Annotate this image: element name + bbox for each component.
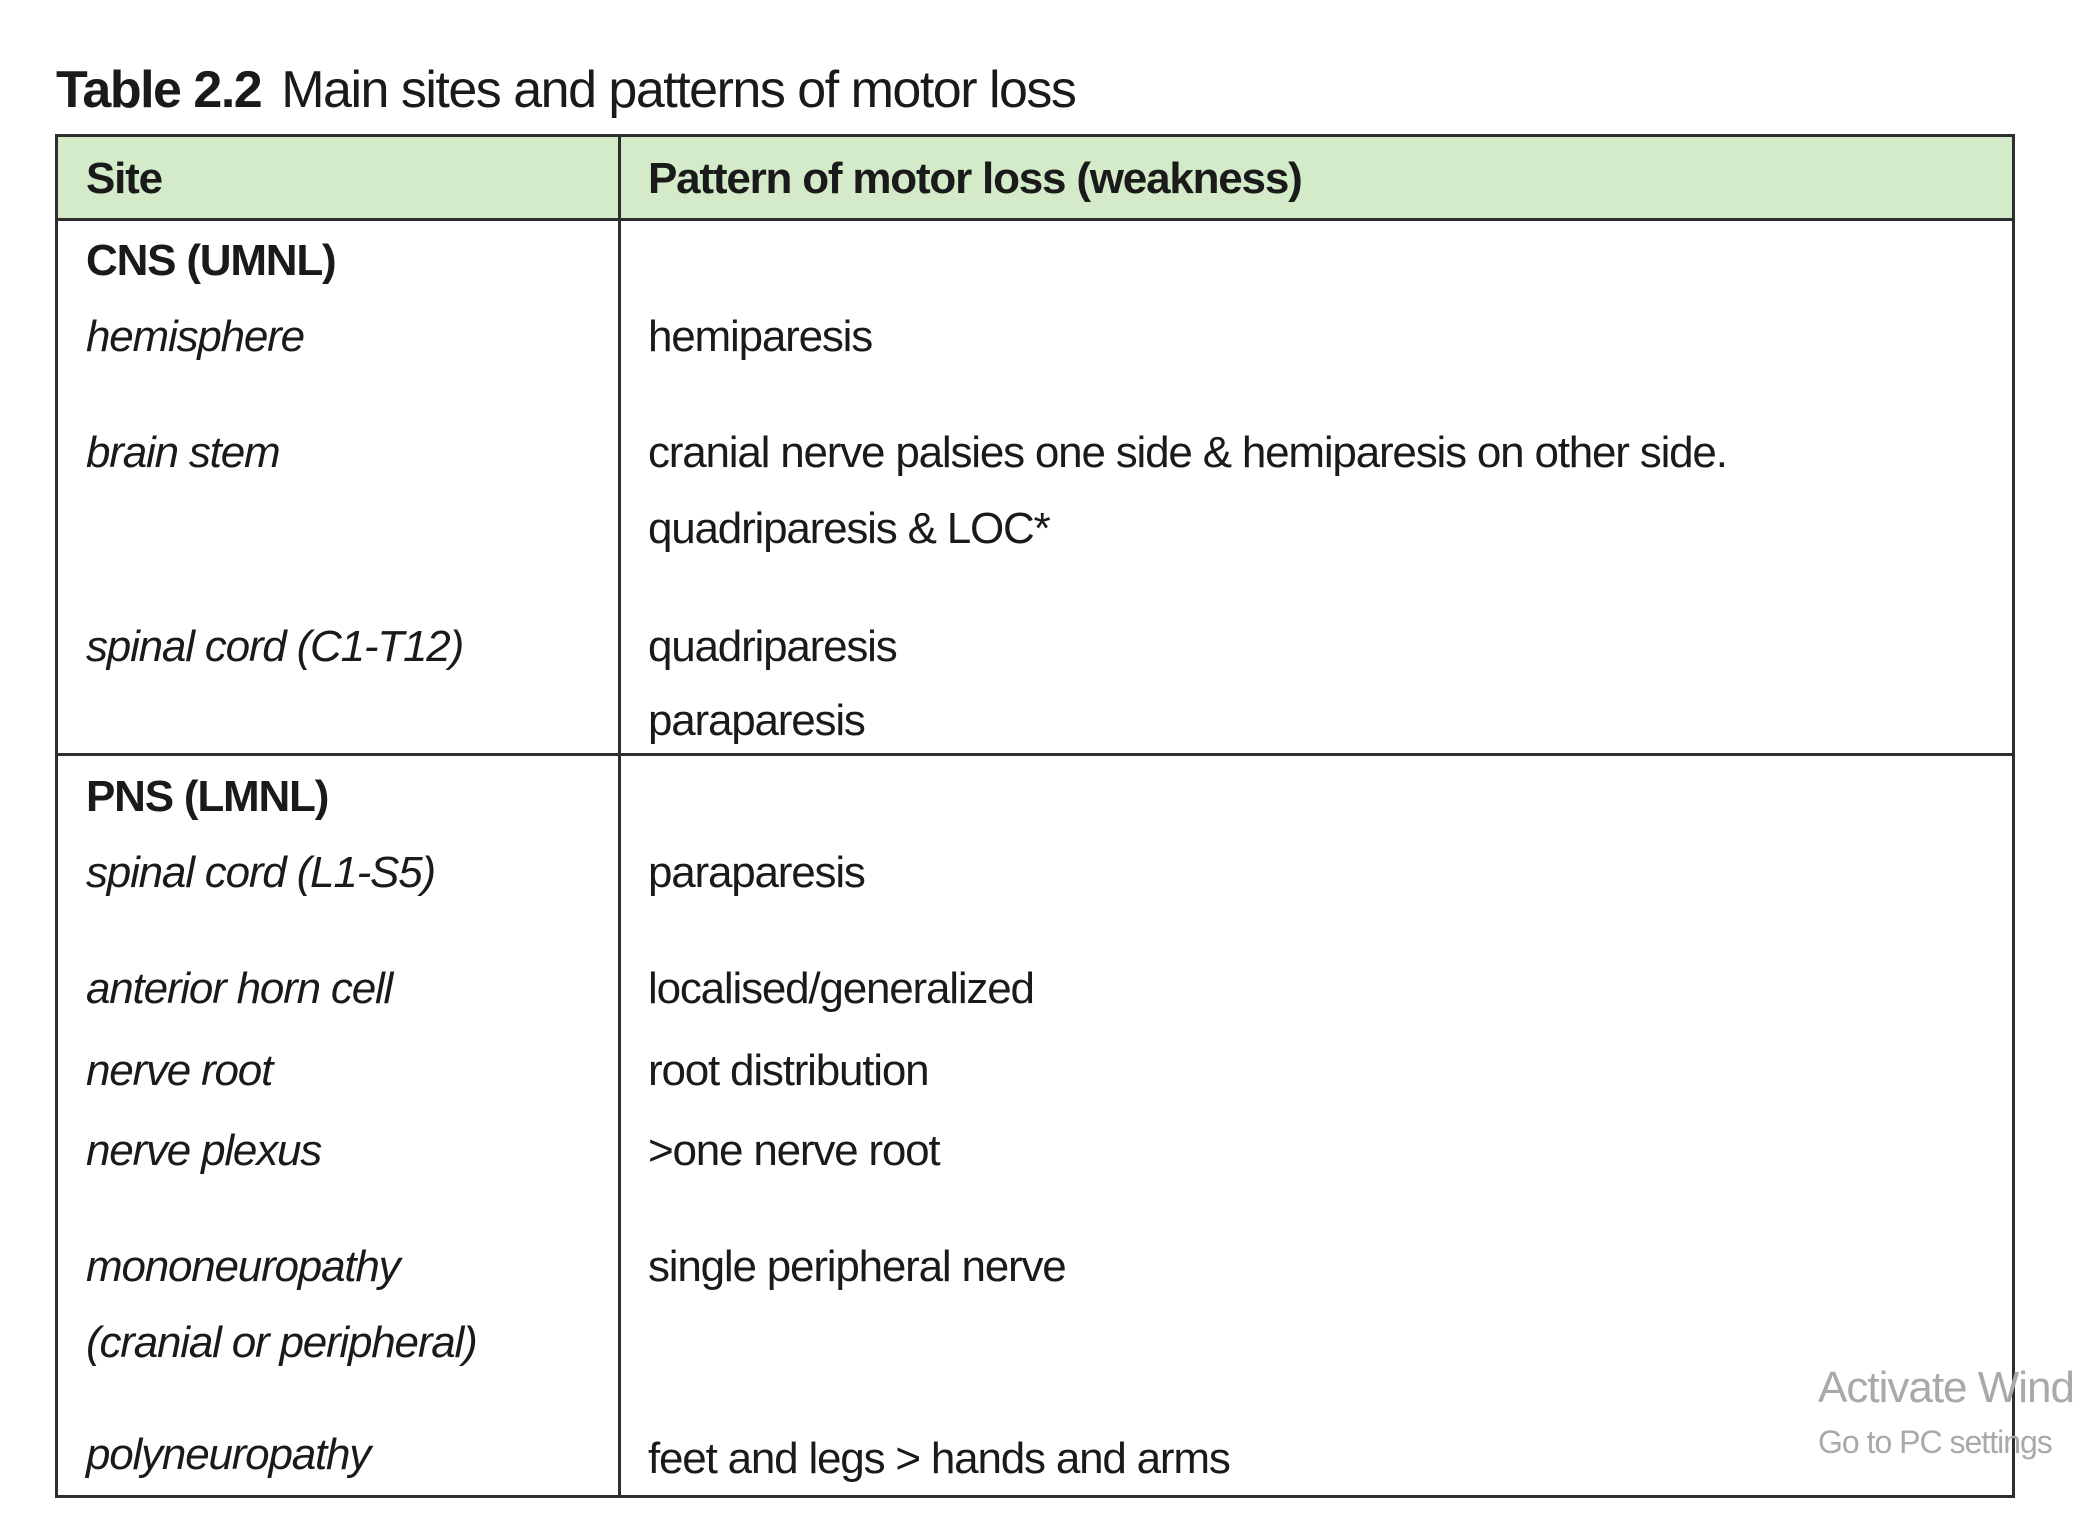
site-mononeuropathy-1: mononeuropathy: [86, 1242, 400, 1291]
pattern-hemisphere: hemiparesis: [648, 312, 873, 361]
site-hemisphere: hemisphere: [86, 312, 304, 361]
site-mononeuropathy-2: (cranial or peripheral): [86, 1318, 477, 1367]
site-nerve-plexus: nerve plexus: [86, 1126, 322, 1175]
pattern-anterior-horn: localised/generalized: [648, 964, 1034, 1013]
activation-watermark-subtitle: Go to PC settings: [1818, 1424, 2052, 1460]
pattern-brain-stem-1: cranial nerve palsies one side & hemiparesis on other side.: [648, 428, 1727, 477]
pattern-brain-stem-2: quadriparesis & LOC*: [648, 504, 1050, 553]
site-anterior-horn: anterior horn cell: [86, 964, 393, 1013]
pattern-spinal-cord-cns-1: quadriparesis: [648, 622, 897, 671]
header-site: Site: [86, 154, 162, 203]
column-divider: [618, 137, 621, 1495]
site-brain-stem: brain stem: [86, 428, 280, 477]
site-nerve-root: nerve root: [86, 1046, 273, 1095]
group-cns: CNS (UMNL): [86, 236, 336, 285]
pattern-nerve-plexus: >one nerve root: [648, 1126, 940, 1175]
pattern-polyneuropathy: feet and legs > hands and arms: [648, 1434, 1230, 1483]
group-pns: PNS (LMNL): [86, 772, 329, 821]
site-polyneuropathy: polyneuropathy: [86, 1430, 371, 1479]
site-spinal-cord-cns: spinal cord (C1-T12): [86, 622, 464, 671]
site-spinal-cord-pns: spinal cord (L1-S5): [86, 848, 435, 897]
pattern-spinal-cord-cns-2: paraparesis: [648, 696, 865, 745]
header-pattern: Pattern of motor loss (weakness): [648, 154, 1302, 203]
pattern-nerve-root: root distribution: [648, 1046, 929, 1095]
pattern-mononeuropathy: single peripheral nerve: [648, 1242, 1066, 1291]
table-number: Table 2.2: [56, 61, 262, 119]
activation-watermark-title: Activate Wind: [1818, 1363, 2074, 1412]
table-caption: [56, 50, 1075, 130]
section-divider: [58, 753, 2012, 756]
table-title: Main sites and patterns of motor loss: [281, 61, 1076, 119]
pattern-spinal-cord-pns: paraparesis: [648, 848, 865, 897]
motor-loss-table: [55, 134, 2015, 1498]
